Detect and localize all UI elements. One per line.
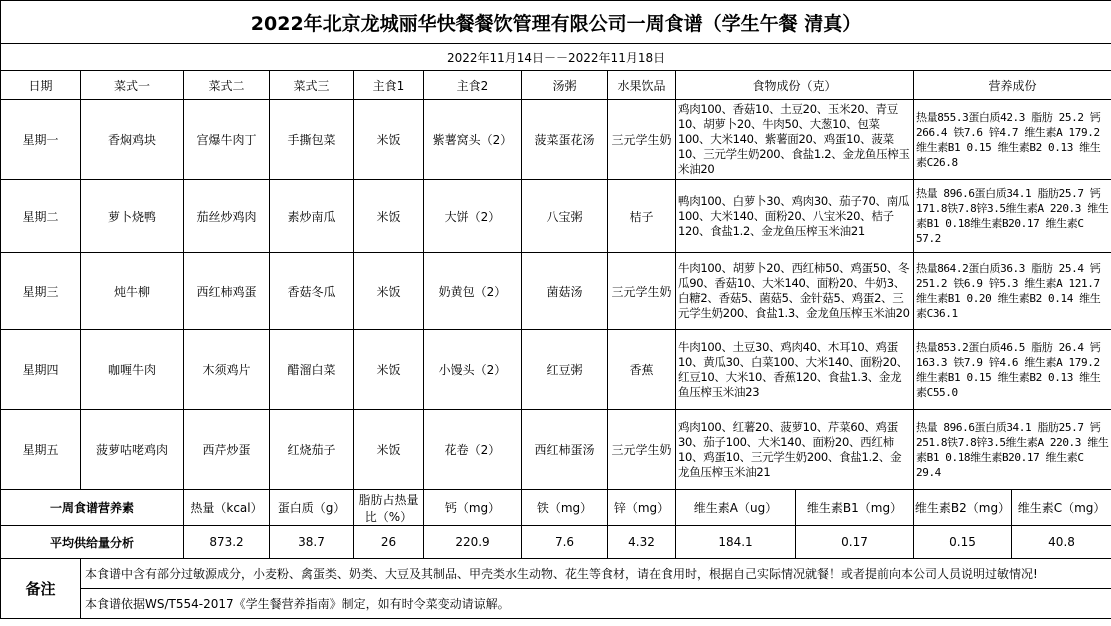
header-nutrition: 营养成份: [914, 71, 1111, 100]
dish1-cell: 香焖鸡块: [81, 100, 184, 180]
nutrient-header: 蛋白质（g）: [270, 490, 354, 526]
average-value: 7.6: [522, 526, 608, 559]
remarks-allergen-note: 本食谱中含有部分过敏源成分，小麦粉、禽蛋类、奶类、大豆及其制品、甲壳类水生动物、花生等食材，请在食用时，根据自己实际情况就餐！或者提前向本公司人员说明过敏情况!: [81, 559, 1111, 589]
fruit-cell: 香蕉: [608, 330, 676, 410]
average-value: 184.1: [676, 526, 796, 559]
average-value: 0.17: [796, 526, 914, 559]
fruit-cell: 桔子: [608, 180, 676, 253]
day-label: 星期五: [1, 410, 81, 490]
header-dish1: 菜式一: [81, 71, 184, 100]
staple1-cell: 米饭: [354, 100, 424, 180]
ingredients-cell: 牛肉100、土豆30、鸡肉40、木耳10、鸡蛋10、黄瓜30、白菜100、大米140、面粉20、红豆10、大米10、香蕉120、食盐1.3、金龙鱼压榨玉米油23: [676, 330, 914, 410]
date-range: 2022年11月14日－－2022年11月18日: [1, 44, 1111, 71]
nutrition-cell: 热量 896.6蛋白质34.1 脂肪25.7 钙171.8铁7.8锌3.5维生素A 220.3 维生素B1 0.18维生素B20.17 维生素C 57.2: [914, 180, 1111, 253]
dish3-cell: 素炒南瓜: [270, 180, 354, 253]
header-row: [1, 71, 1111, 100]
header-ingredients: 食物成份（克）: [676, 71, 914, 100]
dish3-cell: 红烧茄子: [270, 410, 354, 490]
staple2-cell: 小馒头（2）: [424, 330, 522, 410]
ingredients-cell: 鸭肉100、白萝卜30、鸡肉30、茄子70、南瓜100、大米140、面粉20、八宝米20、桔子120、食盐1.2、金龙鱼压榨玉米油21: [676, 180, 914, 253]
average-value: 0.15: [914, 526, 1012, 559]
staple2-cell: 花卷（2）: [424, 410, 522, 490]
average-value: 873.2: [184, 526, 270, 559]
average-label: 平均供给量分析: [1, 526, 184, 559]
staple2-cell: 奶黄包（2）: [424, 253, 522, 330]
day-label: 星期二: [1, 180, 81, 253]
nutrition-cell: 热量853.2蛋白质46.5 脂肪 26.4 钙 163.3 铁7.9 锌4.6 维生素A 179.2 维生素B1 0.15 维生素B2 0.13 维生素C55.0: [914, 330, 1111, 410]
staple1-cell: 米饭: [354, 253, 424, 330]
nutrient-header: 热量（kcal）: [184, 490, 270, 526]
soup-cell: 红豆粥: [522, 330, 608, 410]
remarks-row: [1, 559, 1111, 589]
remarks-label: 备注: [1, 559, 81, 619]
header-soup: 汤粥: [522, 71, 608, 100]
nutrition-cell: 热量864.2蛋白质36.3 脂肪 25.4 钙 251.2 铁6.9 锌5.3 维生素A 121.7 维生素B1 0.20 维生素B2 0.14 维生素C36.1: [914, 253, 1111, 330]
staple2-cell: 紫薯窝头（2）: [424, 100, 522, 180]
remarks-row: [1, 589, 1111, 619]
header-staple1: 主食1: [354, 71, 424, 100]
dish1-cell: 炖牛柳: [81, 253, 184, 330]
header-date: 日期: [1, 71, 81, 100]
day-row: [1, 253, 1111, 330]
nutrient-header: 钙（mg）: [424, 490, 522, 526]
day-row: [1, 100, 1111, 180]
fruit-cell: 三元学生奶: [608, 100, 676, 180]
day-row: [1, 410, 1111, 490]
fruit-cell: 三元学生奶: [608, 253, 676, 330]
average-row: [1, 526, 1111, 559]
fruit-cell: 三元学生奶: [608, 410, 676, 490]
ingredients-cell: 鸡肉100、香菇10、土豆20、玉米20、青豆10、胡萝卜20、牛肉50、大葱10、包菜100、大米140、紫薯面20、鸡蛋10、菠菜10、三元学生奶200、食盐1.2、金龙鱼压榨玉米油20: [676, 100, 914, 180]
soup-cell: 菌菇汤: [522, 253, 608, 330]
average-value: 26: [354, 526, 424, 559]
nutrition-cell: 热量 896.6蛋白质34.1 脂肪25.7 钙251.8铁7.8锌3.5维生素A 220.3 维生素B1 0.18维生素B20.17 维生素C 29.4: [914, 410, 1111, 490]
day-row: [1, 180, 1111, 253]
dish3-cell: 醋溜白菜: [270, 330, 354, 410]
dish1-cell: 咖喱牛肉: [81, 330, 184, 410]
average-value: 40.8: [1012, 526, 1111, 559]
dish1-cell: 菠萝咕咾鸡肉: [81, 410, 184, 490]
dish3-cell: 手撕包菜: [270, 100, 354, 180]
soup-cell: 西红柿蛋汤: [522, 410, 608, 490]
dish2-cell: 木须鸡片: [184, 330, 270, 410]
nutrient-header: 铁（mg）: [522, 490, 608, 526]
staple2-cell: 大饼（2）: [424, 180, 522, 253]
dish2-cell: 西芹炒蛋: [184, 410, 270, 490]
average-value: 4.32: [608, 526, 676, 559]
ingredients-cell: 牛肉100、胡萝卜20、西红柿50、鸡蛋50、冬瓜90、香菇10、大米140、面粉20、牛奶3、白糖2、香菇5、菌菇5、金针菇5、鸡蛋2、三元学生奶200、食盐1.3、金龙鱼压榨玉米油20: [676, 253, 914, 330]
header-staple2: 主食2: [424, 71, 522, 100]
ingredients-cell: 鸡肉100、红薯20、菠萝10、芹菜60、鸡蛋30、茄子100、大米140、面粉20、西红柿10、鸡蛋10、三元学生奶200、食盐1.2、金龙鱼压榨玉米油21: [676, 410, 914, 490]
dish2-cell: 西红柿鸡蛋: [184, 253, 270, 330]
nutrient-header: 锌（mg）: [608, 490, 676, 526]
weekly-nutrients-row: [1, 490, 1111, 526]
staple1-cell: 米饭: [354, 410, 424, 490]
dish3-cell: 香菇冬瓜: [270, 253, 354, 330]
staple1-cell: 米饭: [354, 180, 424, 253]
header-fruit: 水果饮品: [608, 71, 676, 100]
day-label: 星期四: [1, 330, 81, 410]
staple1-cell: 米饭: [354, 330, 424, 410]
day-row: [1, 330, 1111, 410]
nutrient-header: 脂肪占热量比（%）: [354, 490, 424, 526]
dish2-cell: 茄丝炒鸡肉: [184, 180, 270, 253]
weekly-nutrients-label: 一周食谱营养素: [1, 490, 184, 526]
average-value: 38.7: [270, 526, 354, 559]
nutrient-header: 维生素C（mg）: [1012, 490, 1111, 526]
nutrition-cell: 热量855.3蛋白质42.3 脂肪 25.2 钙 266.4 铁7.6 锌4.7 维生素A 179.2 维生素B1 0.15 维生素B2 0.13 维生素C26.8: [914, 100, 1111, 180]
header-dish3: 菜式三: [270, 71, 354, 100]
header-dish2: 菜式二: [184, 71, 270, 100]
nutrient-header: 维生素A（ug）: [676, 490, 796, 526]
dish2-cell: 宫爆牛肉丁: [184, 100, 270, 180]
day-label: 星期三: [1, 253, 81, 330]
day-label: 星期一: [1, 100, 81, 180]
dish1-cell: 萝卜烧鸭: [81, 180, 184, 253]
page-title: 2022年北京龙城丽华快餐餐饮管理有限公司一周食谱（学生午餐 清真）: [1, 1, 1111, 44]
nutrient-header: 维生素B2（mg）: [914, 490, 1012, 526]
soup-cell: 八宝粥: [522, 180, 608, 253]
remarks-standard-note: 本食谱依据WS/T554-2017《学生餐营养指南》制定，如有时令菜变动请谅解。: [81, 589, 1111, 619]
soup-cell: 菠菜蛋花汤: [522, 100, 608, 180]
nutrient-header: 维生素B1（mg）: [796, 490, 914, 526]
average-value: 220.9: [424, 526, 522, 559]
